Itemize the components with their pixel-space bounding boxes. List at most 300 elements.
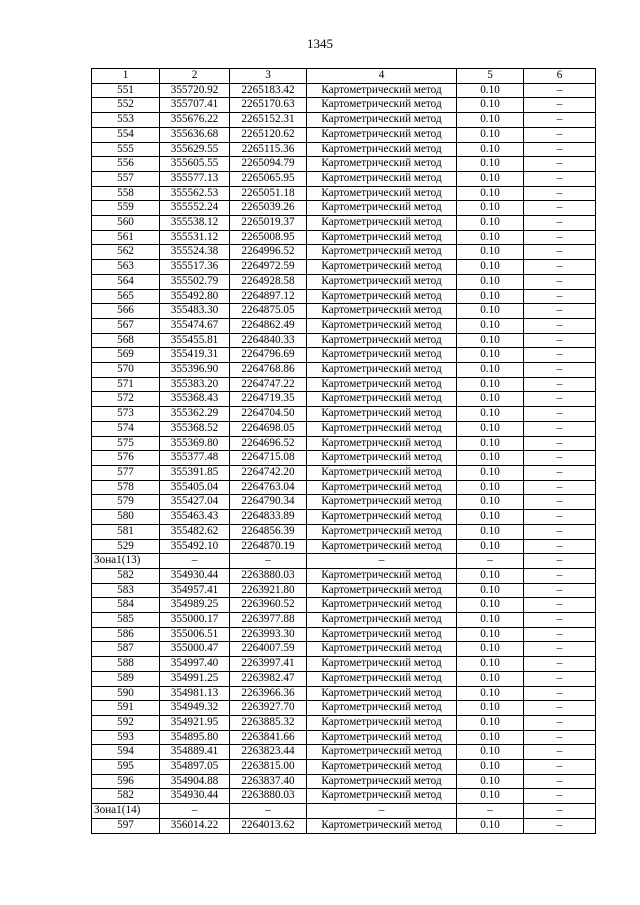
table-row: [92, 583, 596, 598]
table-row: [92, 451, 596, 466]
table-cell: 356014.22: [160, 818, 230, 833]
table-cell: 0.10: [457, 421, 524, 436]
table-cell: 2265115.36: [230, 142, 307, 157]
table-cell: 562: [92, 245, 160, 260]
table-row: [92, 789, 596, 804]
table-row: [92, 730, 596, 745]
table-cell: 0.10: [457, 260, 524, 275]
table-cell: Картометрический метод: [307, 730, 457, 745]
table-cell: 2265170.63: [230, 98, 307, 113]
table-cell: 551: [92, 83, 160, 98]
table-cell: Картометрический метод: [307, 98, 457, 113]
table-cell: 0.10: [457, 230, 524, 245]
table-cell: 579: [92, 495, 160, 510]
table-cell: 354957.41: [160, 583, 230, 598]
table-cell: 2264996.52: [230, 245, 307, 260]
table-row: [92, 216, 596, 231]
table-cell: 0.10: [457, 568, 524, 583]
table-row: [92, 304, 596, 319]
table-cell: 0.10: [457, 127, 524, 142]
table-cell: –: [457, 554, 524, 569]
table-cell: Картометрический метод: [307, 642, 457, 657]
table-row: [92, 318, 596, 333]
table-cell: –: [160, 554, 230, 569]
table-row: [92, 495, 596, 510]
table-cell: 2264704.50: [230, 407, 307, 422]
table-cell: 0.10: [457, 245, 524, 260]
table-cell: 2264768.86: [230, 363, 307, 378]
table-cell: Картометрический метод: [307, 701, 457, 716]
table-cell: 2263977.88: [230, 613, 307, 628]
table-cell: –: [524, 554, 596, 569]
table-cell: –: [524, 230, 596, 245]
table-cell: 0.10: [457, 451, 524, 466]
table-cell: Картометрический метод: [307, 495, 457, 510]
table-cell: –: [524, 510, 596, 525]
table-cell: 529: [92, 539, 160, 554]
table-cell: 0.10: [457, 348, 524, 363]
table-cell: 0.10: [457, 671, 524, 686]
table-cell: 577: [92, 465, 160, 480]
table-cell: 0.10: [457, 407, 524, 422]
table-cell: 566: [92, 304, 160, 319]
table-cell: 354895.80: [160, 730, 230, 745]
table-cell: Картометрический метод: [307, 818, 457, 833]
table-cell: 2265120.62: [230, 127, 307, 142]
table-cell: –: [524, 421, 596, 436]
table-cell: 0.10: [457, 113, 524, 128]
table-cell: –: [524, 495, 596, 510]
table-row: [92, 186, 596, 201]
table-row: [92, 157, 596, 172]
table-cell: Картометрический метод: [307, 436, 457, 451]
table-cell: 2263982.47: [230, 671, 307, 686]
table-cell: –: [524, 657, 596, 672]
table-cell: –: [524, 333, 596, 348]
table-cell: –: [524, 730, 596, 745]
table-cell: 582: [92, 789, 160, 804]
table-cell: 568: [92, 333, 160, 348]
table-cell: 567: [92, 318, 160, 333]
table-cell: 2264897.12: [230, 289, 307, 304]
table-cell: Картометрический метод: [307, 686, 457, 701]
table-cell: 2263997.41: [230, 657, 307, 672]
table-cell: Картометрический метод: [307, 657, 457, 672]
table-cell: 580: [92, 510, 160, 525]
table-cell: 355000.17: [160, 613, 230, 628]
table-cell: 355629.55: [160, 142, 230, 157]
table-cell: –: [457, 804, 524, 819]
table-row: [92, 760, 596, 775]
table-cell: 355676.22: [160, 113, 230, 128]
table-cell: 354981.13: [160, 686, 230, 701]
table-cell: 355552.24: [160, 201, 230, 216]
table-cell: 2265152.31: [230, 113, 307, 128]
table-cell: 597: [92, 818, 160, 833]
page-number: 1345: [307, 36, 333, 51]
table-cell: 355562.53: [160, 186, 230, 201]
table-cell: 2264833.89: [230, 510, 307, 525]
table-cell: –: [524, 83, 596, 98]
table-cell: 355538.12: [160, 216, 230, 231]
table-cell: 2264747.22: [230, 377, 307, 392]
table-row: [92, 421, 596, 436]
table-cell: 355517.36: [160, 260, 230, 275]
table-cell: 354991.25: [160, 671, 230, 686]
table-cell: –: [524, 818, 596, 833]
table-row: [92, 818, 596, 833]
table-cell: –: [524, 613, 596, 628]
header-cell: 6: [524, 69, 596, 84]
table-cell: 2264870.19: [230, 539, 307, 554]
table-cell: 355482.62: [160, 524, 230, 539]
table-row: [92, 289, 596, 304]
table-row: [92, 745, 596, 760]
table-cell: 561: [92, 230, 160, 245]
table-row: [92, 686, 596, 701]
table-cell: 2263927.70: [230, 701, 307, 716]
table-cell: 0.10: [457, 436, 524, 451]
table-cell: 574: [92, 421, 160, 436]
table-cell: 2265051.18: [230, 186, 307, 201]
table-cell: 0.10: [457, 598, 524, 613]
table-cell: 588: [92, 657, 160, 672]
table-cell: Картометрический метод: [307, 451, 457, 466]
table-cell: Картометрический метод: [307, 392, 457, 407]
table-row: [92, 568, 596, 583]
table-cell: 0.10: [457, 657, 524, 672]
table-cell: Картометрический метод: [307, 142, 457, 157]
table-cell: 0.10: [457, 583, 524, 598]
table-cell: 355391.85: [160, 465, 230, 480]
table-cell: 582: [92, 568, 160, 583]
table-cell: 2264719.35: [230, 392, 307, 407]
table-row: [92, 142, 596, 157]
table-cell: 0.10: [457, 392, 524, 407]
table-cell: 590: [92, 686, 160, 701]
table-cell: 596: [92, 774, 160, 789]
table-row: [92, 671, 596, 686]
table-row: [92, 598, 596, 613]
table-cell: –: [307, 554, 457, 569]
table-cell: 2264928.58: [230, 274, 307, 289]
table-cell: Картометрический метод: [307, 260, 457, 275]
table-cell: 571: [92, 377, 160, 392]
table-cell: –: [524, 260, 596, 275]
table-cell: 355463.43: [160, 510, 230, 525]
table-cell: –: [524, 348, 596, 363]
table-cell: 595: [92, 760, 160, 775]
table-cell: –: [524, 289, 596, 304]
header-cell: 1: [92, 69, 160, 84]
table-cell: 355483.30: [160, 304, 230, 319]
table-cell: 2263880.03: [230, 789, 307, 804]
table-cell: Картометрический метод: [307, 216, 457, 231]
table-cell: 354930.44: [160, 789, 230, 804]
table-cell: 2264013.62: [230, 818, 307, 833]
table-row: [92, 98, 596, 113]
table-cell: 0.10: [457, 142, 524, 157]
table-cell: 355383.20: [160, 377, 230, 392]
table-cell: Картометрический метод: [307, 230, 457, 245]
table-cell: 0.10: [457, 686, 524, 701]
zone-row: [92, 554, 596, 569]
table-cell: Картометрический метод: [307, 245, 457, 260]
table-cell: –: [524, 392, 596, 407]
table-cell: 354997.40: [160, 657, 230, 672]
table-cell: 354921.95: [160, 715, 230, 730]
table-cell: 573: [92, 407, 160, 422]
table-cell: 355369.80: [160, 436, 230, 451]
table-cell: 570: [92, 363, 160, 378]
table-cell: 2265008.95: [230, 230, 307, 245]
table-cell: Картометрический метод: [307, 583, 457, 598]
table-cell: 2264698.05: [230, 421, 307, 436]
table-cell: 0.10: [457, 701, 524, 716]
table-cell: 563: [92, 260, 160, 275]
table-cell: –: [524, 113, 596, 128]
table-cell: 354989.25: [160, 598, 230, 613]
table-cell: 555: [92, 142, 160, 157]
table-cell: 2265183.42: [230, 83, 307, 98]
table-cell: 585: [92, 613, 160, 628]
table-cell: 594: [92, 745, 160, 760]
table-cell: 0.10: [457, 539, 524, 554]
table-cell: –: [160, 804, 230, 819]
table-cell: –: [524, 627, 596, 642]
table-cell: 559: [92, 201, 160, 216]
table-row: [92, 407, 596, 422]
table-cell: –: [524, 539, 596, 554]
table-cell: 355455.81: [160, 333, 230, 348]
table-cell: 355524.38: [160, 245, 230, 260]
table-cell: 355368.43: [160, 392, 230, 407]
table-cell: –: [524, 774, 596, 789]
table-cell: –: [524, 363, 596, 378]
table-cell: Картометрический метод: [307, 480, 457, 495]
table-cell: 0.10: [457, 216, 524, 231]
table-cell: –: [524, 186, 596, 201]
table-cell: 592: [92, 715, 160, 730]
table-cell: 2264875.05: [230, 304, 307, 319]
header-cell: 2: [160, 69, 230, 84]
table-cell: 355396.90: [160, 363, 230, 378]
table-cell: 2263841.66: [230, 730, 307, 745]
table-cell: –: [230, 554, 307, 569]
table-cell: 2263823.44: [230, 745, 307, 760]
table-cell: –: [524, 804, 596, 819]
table-cell: Картометрический метод: [307, 760, 457, 775]
table-row: [92, 657, 596, 672]
table-cell: 560: [92, 216, 160, 231]
table-cell: 2263993.30: [230, 627, 307, 642]
table-cell: 553: [92, 113, 160, 128]
table-row: [92, 465, 596, 480]
table-cell: –: [524, 583, 596, 598]
table-cell: 0.10: [457, 201, 524, 216]
table-cell: 0.10: [457, 510, 524, 525]
table-cell: 2264790.34: [230, 495, 307, 510]
table-row: [92, 230, 596, 245]
table-cell: Картометрический метод: [307, 745, 457, 760]
table-cell: Картометрический метод: [307, 127, 457, 142]
table-cell: –: [524, 274, 596, 289]
table-cell: 2265094.79: [230, 157, 307, 172]
table-cell: Картометрический метод: [307, 186, 457, 201]
table-cell: Картометрический метод: [307, 774, 457, 789]
table-cell: 569: [92, 348, 160, 363]
table-cell: 2263880.03: [230, 568, 307, 583]
header-cell: 3: [230, 69, 307, 84]
table-cell: 583: [92, 583, 160, 598]
table-cell: 355577.13: [160, 171, 230, 186]
table-cell: –: [524, 127, 596, 142]
table-cell: 355368.52: [160, 421, 230, 436]
table-cell: –: [524, 524, 596, 539]
table-cell: 0.10: [457, 98, 524, 113]
table-row: [92, 524, 596, 539]
table-cell: 0.10: [457, 760, 524, 775]
table-cell: Картометрический метод: [307, 304, 457, 319]
table-cell: 0.10: [457, 818, 524, 833]
table-cell: Картометрический метод: [307, 627, 457, 642]
table-cell: 2263837.40: [230, 774, 307, 789]
table-cell: –: [524, 377, 596, 392]
header-cell: 5: [457, 69, 524, 84]
table-row: [92, 333, 596, 348]
table-cell: 354904.88: [160, 774, 230, 789]
table-cell: 2265019.37: [230, 216, 307, 231]
table-cell: –: [524, 451, 596, 466]
table-cell: 591: [92, 701, 160, 716]
table-cell: –: [524, 745, 596, 760]
table-cell: 572: [92, 392, 160, 407]
table-cell: 2263885.32: [230, 715, 307, 730]
table-cell: –: [524, 642, 596, 657]
table-cell: 2263966.36: [230, 686, 307, 701]
table-cell: 2264715.08: [230, 451, 307, 466]
table-cell: 354930.44: [160, 568, 230, 583]
table-cell: 355427.04: [160, 495, 230, 510]
table-cell: Картометрический метод: [307, 671, 457, 686]
table-cell: –: [524, 568, 596, 583]
table-cell: –: [524, 407, 596, 422]
table-cell: 0.10: [457, 274, 524, 289]
table-cell: 552: [92, 98, 160, 113]
table-cell: 554: [92, 127, 160, 142]
table-row: [92, 627, 596, 642]
table-cell: 0.10: [457, 480, 524, 495]
table-cell: Картометрический метод: [307, 377, 457, 392]
table-cell: –: [524, 465, 596, 480]
table-cell: Картометрический метод: [307, 789, 457, 804]
table-cell: Картометрический метод: [307, 363, 457, 378]
table-cell: 2264856.39: [230, 524, 307, 539]
table-row: [92, 127, 596, 142]
table-cell: 2264840.33: [230, 333, 307, 348]
table-cell: Картометрический метод: [307, 113, 457, 128]
table-cell: 355006.51: [160, 627, 230, 642]
table-cell: Картометрический метод: [307, 289, 457, 304]
table-cell: –: [524, 760, 596, 775]
table-row: [92, 613, 596, 628]
table-cell: Зона1(14): [92, 804, 160, 819]
table-row: [92, 539, 596, 554]
table-cell: 355502.79: [160, 274, 230, 289]
zone-row: [92, 804, 596, 819]
table-cell: 355636.68: [160, 127, 230, 142]
table-cell: 576: [92, 451, 160, 466]
table-row: [92, 260, 596, 275]
table-cell: Картометрический метод: [307, 274, 457, 289]
table-row: [92, 83, 596, 98]
table-cell: Картометрический метод: [307, 407, 457, 422]
table-cell: 575: [92, 436, 160, 451]
table-cell: Картометрический метод: [307, 715, 457, 730]
table-cell: 2263921.80: [230, 583, 307, 598]
table-cell: –: [524, 480, 596, 495]
table-cell: –: [524, 715, 596, 730]
table-row: [92, 363, 596, 378]
table-cell: 355405.04: [160, 480, 230, 495]
table-cell: 556: [92, 157, 160, 172]
table-cell: Картометрический метод: [307, 201, 457, 216]
table-cell: 0.10: [457, 613, 524, 628]
table-row: [92, 377, 596, 392]
table-cell: –: [524, 686, 596, 701]
table-cell: 581: [92, 524, 160, 539]
table-cell: 355492.10: [160, 539, 230, 554]
table-row: [92, 480, 596, 495]
table-cell: 2265039.26: [230, 201, 307, 216]
table-cell: 355419.31: [160, 348, 230, 363]
table-cell: 0.10: [457, 377, 524, 392]
table-cell: Картометрический метод: [307, 421, 457, 436]
table-cell: 0.10: [457, 318, 524, 333]
table-cell: –: [524, 671, 596, 686]
table-cell: Картометрический метод: [307, 539, 457, 554]
table-cell: 0.10: [457, 363, 524, 378]
table-row: [92, 774, 596, 789]
table-row: [92, 510, 596, 525]
table-cell: –: [524, 201, 596, 216]
table-cell: 0.10: [457, 333, 524, 348]
table-cell: 0.10: [457, 524, 524, 539]
table-cell: 0.10: [457, 465, 524, 480]
table-cell: 0.10: [457, 304, 524, 319]
table-row: [92, 642, 596, 657]
table-cell: Зона1(13): [92, 554, 160, 569]
table-cell: Картометрический метод: [307, 318, 457, 333]
coordinates-table: [91, 68, 596, 834]
table-cell: 2264796.69: [230, 348, 307, 363]
table-cell: 558: [92, 186, 160, 201]
table-cell: 355474.67: [160, 318, 230, 333]
table-cell: 2264862.49: [230, 318, 307, 333]
table-cell: –: [524, 171, 596, 186]
table-cell: –: [524, 157, 596, 172]
table-cell: Картометрический метод: [307, 598, 457, 613]
table-cell: Картометрический метод: [307, 510, 457, 525]
table-cell: 586: [92, 627, 160, 642]
table-cell: –: [524, 701, 596, 716]
table-cell: 0.10: [457, 171, 524, 186]
table-cell: 0.10: [457, 627, 524, 642]
table-cell: 354889.41: [160, 745, 230, 760]
table-row: [92, 348, 596, 363]
table-cell: 2265065.95: [230, 171, 307, 186]
table-cell: 355605.55: [160, 157, 230, 172]
